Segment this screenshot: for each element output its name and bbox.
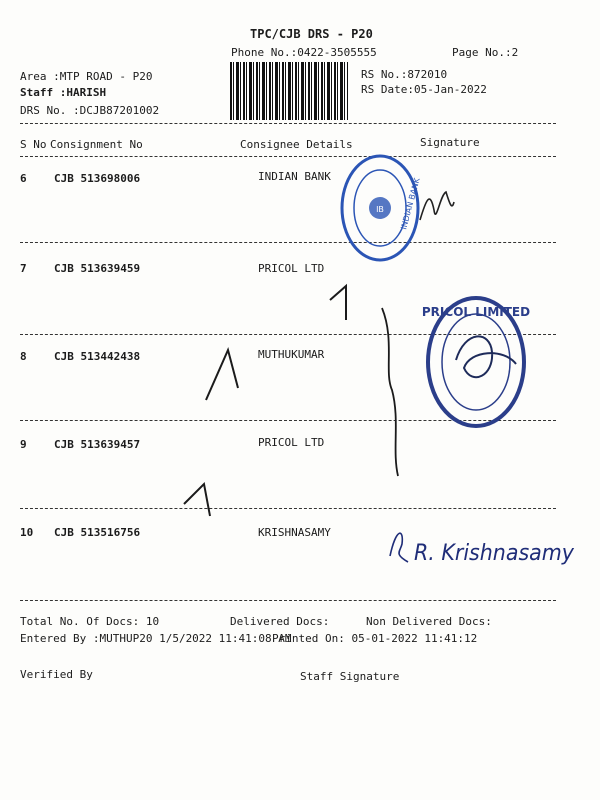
non-delivered-docs: Non Delivered Docs: [366, 615, 492, 628]
row-consignment: CJB 513639459 [54, 262, 141, 275]
column-consignee: Consignee Details [240, 138, 353, 151]
row-sno: 10 [20, 526, 34, 539]
indian-bank-stamp-text: INDIAN BANK [399, 176, 422, 231]
row-consignee: PRICOL LTD [258, 262, 325, 275]
header-divider [20, 123, 556, 124]
entered-by: Entered By :MUTHUP20 1/5/2022 11:41:08 AM [20, 632, 292, 645]
column-consignment: Consignment No [50, 138, 143, 151]
row-consignee: KRISHNASAMY [258, 526, 331, 539]
row-sno: 7 [20, 262, 27, 275]
row-sno: 9 [20, 438, 27, 451]
delivered-docs: Delivered Docs: [230, 615, 330, 628]
row-divider [20, 242, 556, 243]
handwritten-tick-marks [180, 280, 420, 520]
column-divider [20, 156, 556, 157]
page-number: Page No.:2 [452, 46, 519, 59]
total-docs: Total No. Of Docs: 10 [20, 615, 160, 628]
barcode [230, 62, 348, 120]
row-consignee: MUTHUKUMAR [258, 348, 325, 361]
krishnasamy-signature-text: R. Krishnasamy [414, 541, 575, 566]
rs-date: RS Date:05-Jan-2022 [361, 83, 487, 96]
column-signature: Signature [420, 136, 480, 149]
pricol-stamp [420, 290, 530, 440]
pricol-stamp-text: PRICOL LIMITED [421, 305, 530, 319]
area-label: Area :MTP ROAD - P20 [20, 70, 153, 83]
document-title: TPC/CJB DRS - P20 [250, 27, 373, 41]
rs-number: RS No.:872010 [361, 68, 448, 81]
row-consignee: PRICOL LTD [258, 436, 325, 449]
krishnasamy-signature [388, 520, 588, 580]
staff-label: Staff :HARISH [20, 86, 107, 99]
row-consignment: CJB 513698006 [54, 172, 141, 185]
row-consignment: CJB 513516756 [54, 526, 141, 539]
drs-number: DRS No. :DCJB87201002 [20, 104, 160, 117]
row-consignment: CJB 513639457 [54, 438, 141, 451]
indian-bank-stamp [336, 150, 426, 270]
indian-bank-signature [416, 180, 456, 240]
column-sno: S No [20, 138, 47, 151]
row-consignment: CJB 513442438 [54, 350, 141, 363]
printed-on: Printed On: 05-01-2022 11:41:12 [272, 632, 478, 645]
staff-signature: Staff Signature [300, 670, 400, 683]
row-sno: 6 [20, 172, 27, 185]
verified-by: Verified By [20, 668, 93, 681]
row-consignee: INDIAN BANK [258, 170, 331, 183]
svg-text:IB: IB [376, 205, 384, 214]
footer-divider [20, 600, 556, 601]
phone-number: Phone No.:0422-3505555 [231, 46, 377, 59]
row-sno: 8 [20, 350, 27, 363]
